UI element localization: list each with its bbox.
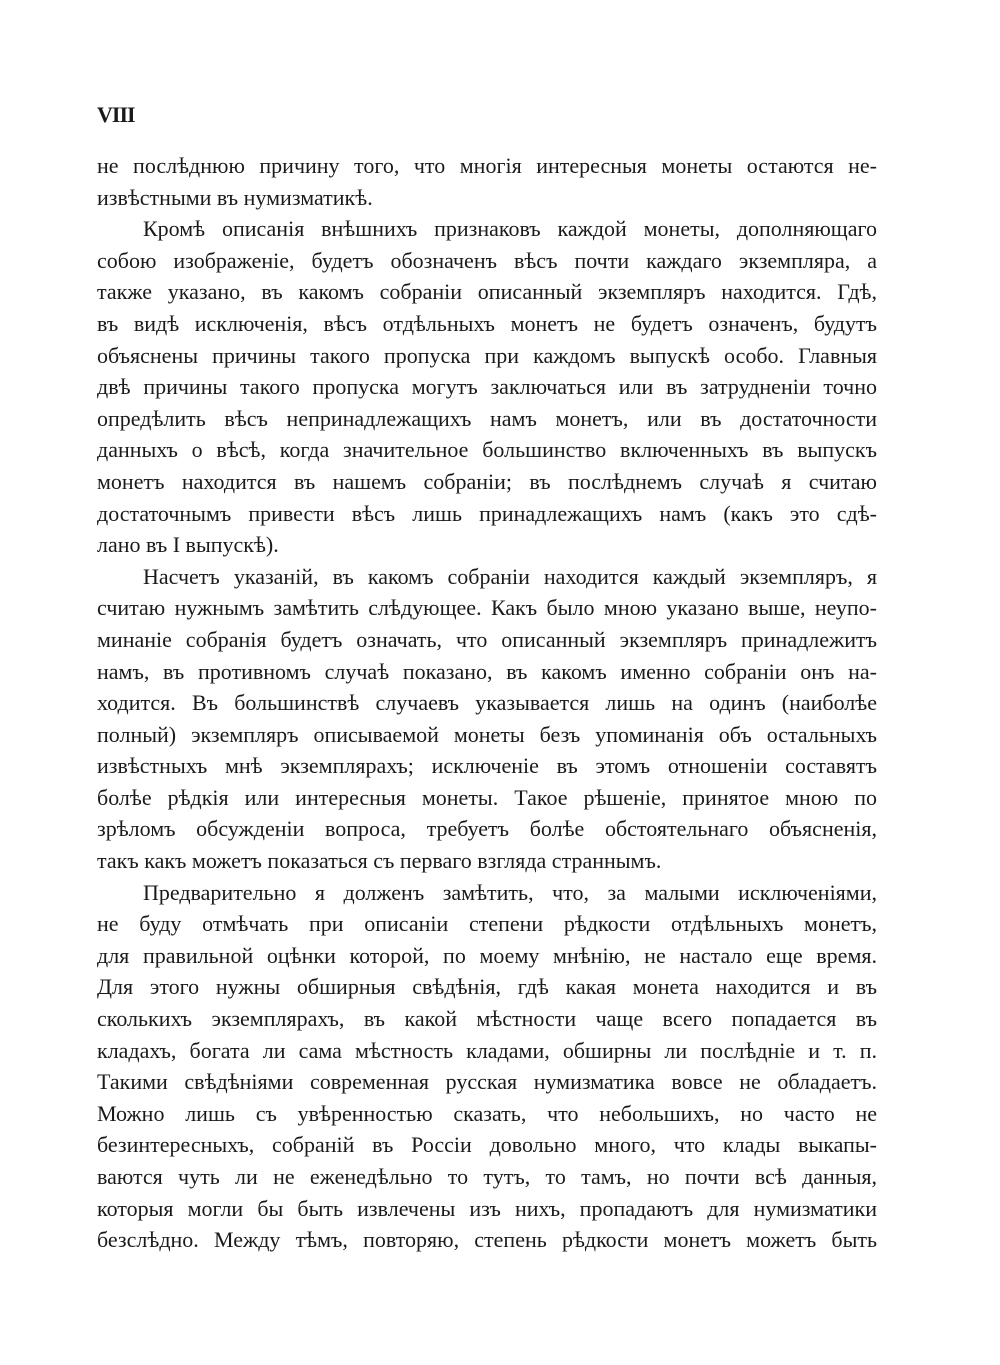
body-text (97, 150, 877, 1256)
text-line: зрѣломъ обсужденіи вопроса, требуетъ болѣе обстоятельнаго объясненія, (97, 816, 877, 842)
page-number: VIII (97, 102, 135, 127)
text-line: кладахъ, богата ли сама мѣстность кладами, обширны ли послѣдніе и т. п. (97, 1037, 877, 1063)
text-line: Для этого нужны обширныя свѣдѣнія, гдѣ какая монета находится и въ (97, 974, 877, 1000)
text-line: Такими свѣдѣніями современная русская нумизматика вовсе не обладаетъ. (97, 1069, 877, 1095)
paragraph (97, 561, 877, 877)
text-line: такъ какъ можетъ показаться съ перваго взгляда страннымъ. (97, 848, 662, 874)
text-line: безинтересныхъ, собраній въ Россіи довольно много, что клады выкапы- (97, 1132, 877, 1158)
paragraph (97, 877, 877, 1256)
text-line: достаточнымъ привести вѣсъ лишь принадлежащихъ намъ (какъ это сдѣ- (97, 500, 877, 526)
paragraph (97, 150, 877, 213)
text-line: которыя могли бы быть извлечены изъ нихъ, пропадаютъ для нумизматики (97, 1195, 877, 1221)
text-line: извѣстными въ нумизматикѣ. (97, 184, 373, 210)
text-line: Кромѣ описанія внѣшнихъ признаковъ каждой монеты, дополняющаго (143, 216, 877, 242)
text-line: минаніе собранія будетъ означать, что описанный экземпляръ принадлежитъ (97, 626, 877, 652)
text-line: ходится. Въ большинствѣ случаевъ указывается лишь на одинъ (наиболѣе (97, 690, 877, 716)
text-line: полный) экземпляръ описываемой монеты безъ упоминанія объ остальныхъ (97, 721, 877, 747)
text-line: собою изображеніе, будетъ обозначенъ вѣсъ почти каждаго экземпляра, а (97, 247, 877, 273)
text-line: намъ, въ противномъ случаѣ показано, въ какомъ именно собраніи онъ на- (97, 658, 877, 684)
text-line: считаю нужнымъ замѣтить слѣдующее. Какъ было мною указано выше, неупо- (97, 595, 877, 621)
text-line: сколькихъ экземплярахъ, въ какой мѣстности чаще всего попадается въ (97, 1006, 877, 1032)
text-line: безслѣдно. Между тѣмъ, повторяю, степень рѣдкости монетъ можетъ быть (97, 1227, 877, 1253)
text-line: Можно лишь съ увѣренностью сказать, что небольшихъ, но часто не (97, 1100, 877, 1126)
text-line: Насчетъ указаній, въ какомъ собраніи находится каждый экземпляръ, я (143, 563, 877, 589)
text-line: данныхъ о вѣсѣ, когда значительное большинство включенныхъ въ выпускъ (97, 437, 877, 463)
text-line: двѣ причины такого пропуска могутъ заключаться или въ затрудненіи точно (97, 374, 877, 400)
text-line: не буду отмѣчать при описаніи степени рѣдкости отдѣльныхъ монетъ, (97, 911, 877, 937)
text-line: не послѣднюю причину того, что многія интересныя монеты остаются не- (97, 153, 877, 178)
text-line: монетъ находится въ нашемъ собраніи; въ послѣднемъ случаѣ я считаю (97, 468, 877, 494)
text-line: для правильной оцѣнки которой, по моему мнѣнію, не настало еще время. (97, 942, 877, 968)
text-line: лано въ I выпускѣ). (97, 532, 279, 558)
text-line: извѣстныхъ мнѣ экземплярахъ; исключеніе въ этомъ отношеніи составятъ (97, 753, 877, 779)
text-line: въ видѣ исключенія, вѣсъ отдѣльныхъ монетъ не будетъ означенъ, будутъ (97, 310, 877, 336)
text-line: болѣе рѣдкія или интересныя монеты. Такое рѣшеніе, принятое мною по (97, 784, 877, 810)
text-line: Предварительно я долженъ замѣтить, что, за малыми исключеніями, (143, 879, 877, 905)
text-line: опредѣлить вѣсъ непринадлежащихъ намъ монетъ, или въ достаточности (97, 405, 877, 431)
paragraph (97, 213, 877, 561)
text-line: ваются чуть ли не еженедѣльно то тутъ, то тамъ, но почти всѣ данныя, (97, 1164, 877, 1189)
text-line: также указано, въ какомъ собраніи описанный экземпляръ находится. Гдѣ, (97, 279, 877, 305)
text-line: объяснены причины такого пропуска при каждомъ выпускѣ особо. Главныя (97, 342, 877, 368)
